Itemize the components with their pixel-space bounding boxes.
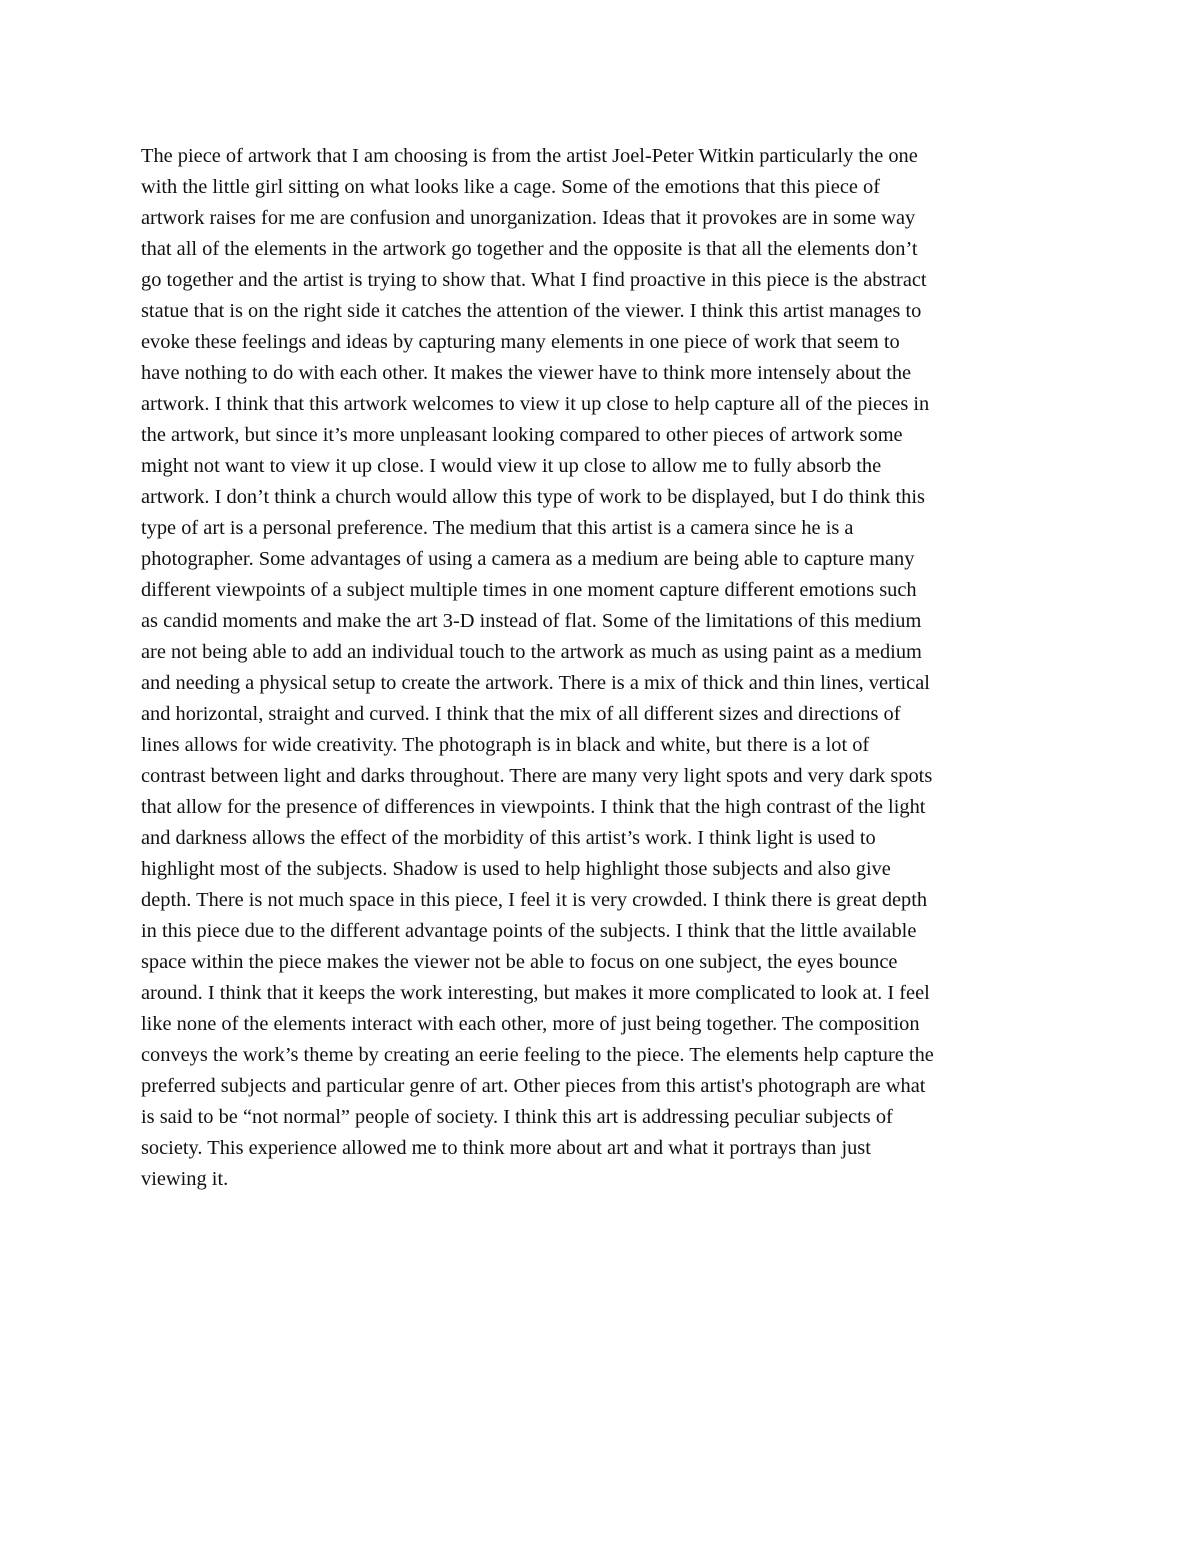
paragraph-line: contrast between light and darks throughout. There are many very light spots and very dark spots xyxy=(141,765,933,787)
paragraph-line: with the little girl sitting on what looks like a cage. Some of the emotions that this piece of xyxy=(141,176,881,198)
paragraph-line: have nothing to do with each other. It makes the viewer have to think more intensely about the xyxy=(141,362,912,384)
paragraph-line: different viewpoints of a subject multiple times in one moment capture different emotions such xyxy=(141,579,917,601)
paragraph-line: is said to be “not normal” people of society. I think this art is addressing peculiar subjects of xyxy=(141,1106,893,1128)
paragraph-line: and darkness allows the effect of the morbidity of this artist’s work. I think light is used to xyxy=(141,827,876,849)
paragraph-line: artwork raises for me are confusion and unorganization. Ideas that it provokes are in some way xyxy=(141,207,916,229)
paragraph-line: like none of the elements interact with each other, more of just being together. The composition xyxy=(141,1013,920,1035)
paragraph-line: artwork. I think that this artwork welcomes to view it up close to help capture all of the pieces in xyxy=(141,393,930,415)
paragraph-line: are not being able to add an individual touch to the artwork as much as using paint as a medium xyxy=(141,641,922,663)
paragraph-line: The piece of artwork that I am choosing is from the artist Joel-Peter Witkin particularly the one xyxy=(141,145,918,167)
paragraph-line: that allow for the presence of differences in viewpoints. I think that the high contrast of the light xyxy=(141,796,926,818)
paragraph-line: around. I think that it keeps the work interesting, but makes it more complicated to look at. I feel xyxy=(141,982,930,1004)
paragraph-line: conveys the work’s theme by creating an eerie feeling to the piece. The elements help capture the xyxy=(141,1044,934,1066)
paragraph-line: photographer. Some advantages of using a camera as a medium are being able to capture many xyxy=(141,548,915,570)
paragraph-line: type of art is a personal preference. The medium that this artist is a camera since he is a xyxy=(141,517,854,539)
paragraph-line: the artwork, but since it’s more unpleasant looking compared to other pieces of artwork some xyxy=(141,424,903,446)
paragraph-line: preferred subjects and particular genre of art. Other pieces from this artist's photograph are what xyxy=(141,1075,926,1097)
paragraph-line: statue that is on the right side it catches the attention of the viewer. I think this artist manages to xyxy=(141,300,922,322)
paragraph-line: in this piece due to the different advantage points of the subjects. I think that the little available xyxy=(141,920,917,942)
paragraph-line: evoke these feelings and ideas by capturing many elements in one piece of work that seem to xyxy=(141,331,900,353)
paragraph-line: society. This experience allowed me to think more about art and what it portrays than just xyxy=(141,1137,871,1159)
paragraph-line: as candid moments and make the art 3-D instead of flat. Some of the limitations of this medium xyxy=(141,610,922,632)
paragraph-line: go together and the artist is trying to show that. What I find proactive in this piece is the abstract xyxy=(141,269,927,291)
paragraph-line: and horizontal, straight and curved. I think that the mix of all different sizes and directions of xyxy=(141,703,901,725)
paragraph-line: highlight most of the subjects. Shadow is used to help highlight those subjects and also give xyxy=(141,858,891,880)
paragraph-line: might not want to view it up close. I would view it up close to allow me to fully absorb the xyxy=(141,455,882,477)
paragraph-line: and needing a physical setup to create the artwork. There is a mix of thick and thin lines, vertical xyxy=(141,672,930,694)
paragraph-line: viewing it. xyxy=(141,1168,229,1190)
paragraph-line: that all of the elements in the artwork go together and the opposite is that all the elements don’t xyxy=(141,238,918,260)
paragraph-line: space within the piece makes the viewer not be able to focus on one subject, the eyes bounce xyxy=(141,951,898,973)
paragraph-line: depth. There is not much space in this piece, I feel it is very crowded. I think there is great depth xyxy=(141,889,928,911)
paragraph-line: lines allows for wide creativity. The photograph is in black and white, but there is a lot of xyxy=(141,734,870,756)
essay-paragraph xyxy=(141,141,1071,1195)
paragraph-line: artwork. I don’t think a church would allow this type of work to be displayed, but I do think this xyxy=(141,486,925,508)
